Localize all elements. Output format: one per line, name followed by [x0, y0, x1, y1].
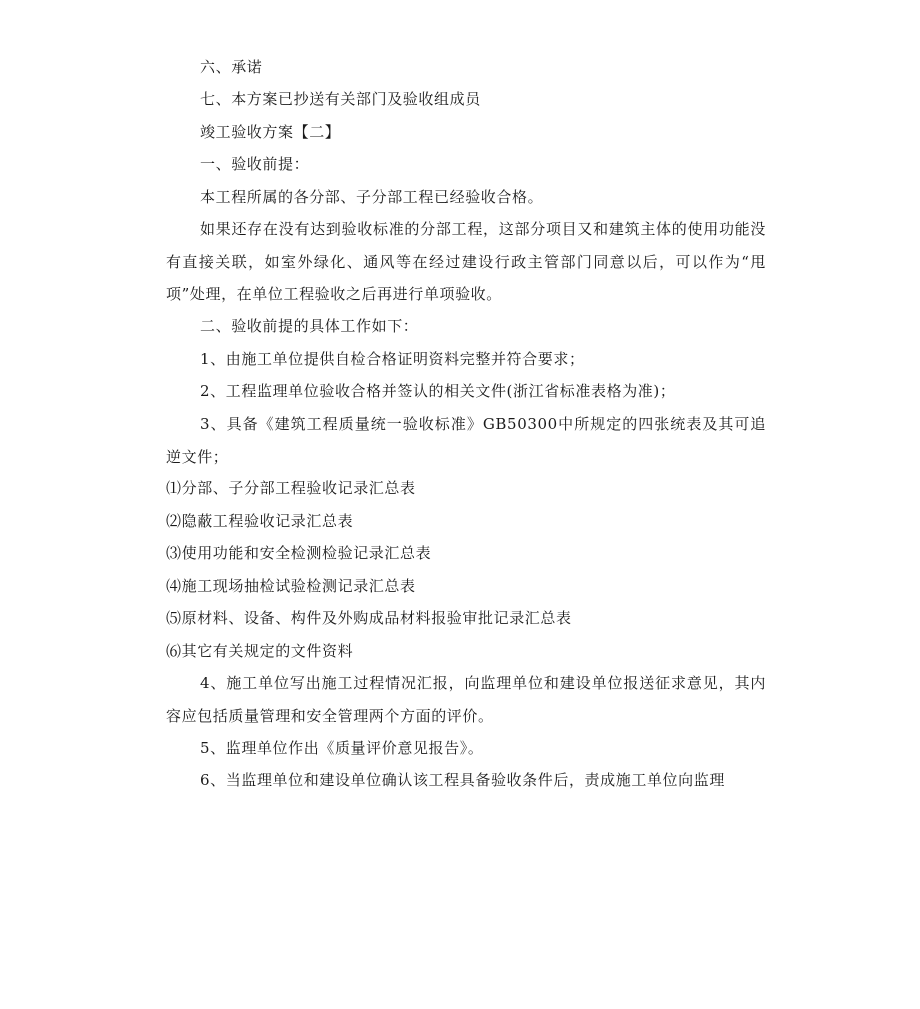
section-heading-specific-work: 二、验收前提的具体工作如下： — [200, 317, 419, 335]
sub-list-item: ⑴分部、子分部工程验收记录汇总表 — [166, 479, 416, 497]
section-heading-distribution: 七、本方案已抄送有关部门及验收组成员 — [200, 90, 481, 108]
sub-list-item: ⑷施工现场抽检试验检测记录汇总表 — [166, 577, 416, 595]
sub-list-item: ⑹其它有关规定的文件资料 — [166, 642, 354, 660]
list-item: 6、当监理单位和建设单位确认该工程具备验收条件后，责成施工单位向监理 — [200, 771, 725, 789]
paragraph-text: 本工程所属的各分部、子分部工程已经验收合格。 — [200, 188, 544, 206]
document-title: 竣工验收方案【二】 — [200, 123, 341, 141]
paragraph-text: 如果还存在没有达到验收标准的分部工程，这部分项目又和建筑主体的使用功能没有直接关联，如室外绿化、通风等在经过建设行政主管部门同意以后，可以作为“甩项”处理，在单位工程验收之后再进行单项验收。 — [166, 220, 766, 303]
section-heading-commitment: 六、承诺 — [200, 58, 263, 76]
list-item: 4、施工单位写出施工过程情况汇报，向监理单位和建设单位报送征求意见，其内容应包括质量管理和安全管理两个方面的评价。 — [166, 674, 766, 725]
section-heading-prerequisite: 一、验收前提： — [200, 155, 310, 173]
sub-list-item: ⑵隐蔽工程验收记录汇总表 — [166, 512, 354, 530]
sub-list-item: ⑸原材料、设备、构件及外购成品材料报验审批记录汇总表 — [166, 609, 572, 627]
list-item: 1、由施工单位提供自检合格证明资料完整并符合要求； — [200, 350, 585, 368]
list-item: 2、工程监理单位验收合格并签认的相关文件(浙江省标准表格为准)； — [200, 382, 676, 400]
sub-list-item: ⑶使用功能和安全检测检验记录汇总表 — [166, 544, 432, 562]
list-item: 3、具备《建筑工程质量统一验收标准》GB50300中所规定的四张统表及其可追逆文件； — [166, 415, 766, 466]
list-item: 5、监理单位作出《质量评价意见报告》。 — [200, 739, 484, 757]
